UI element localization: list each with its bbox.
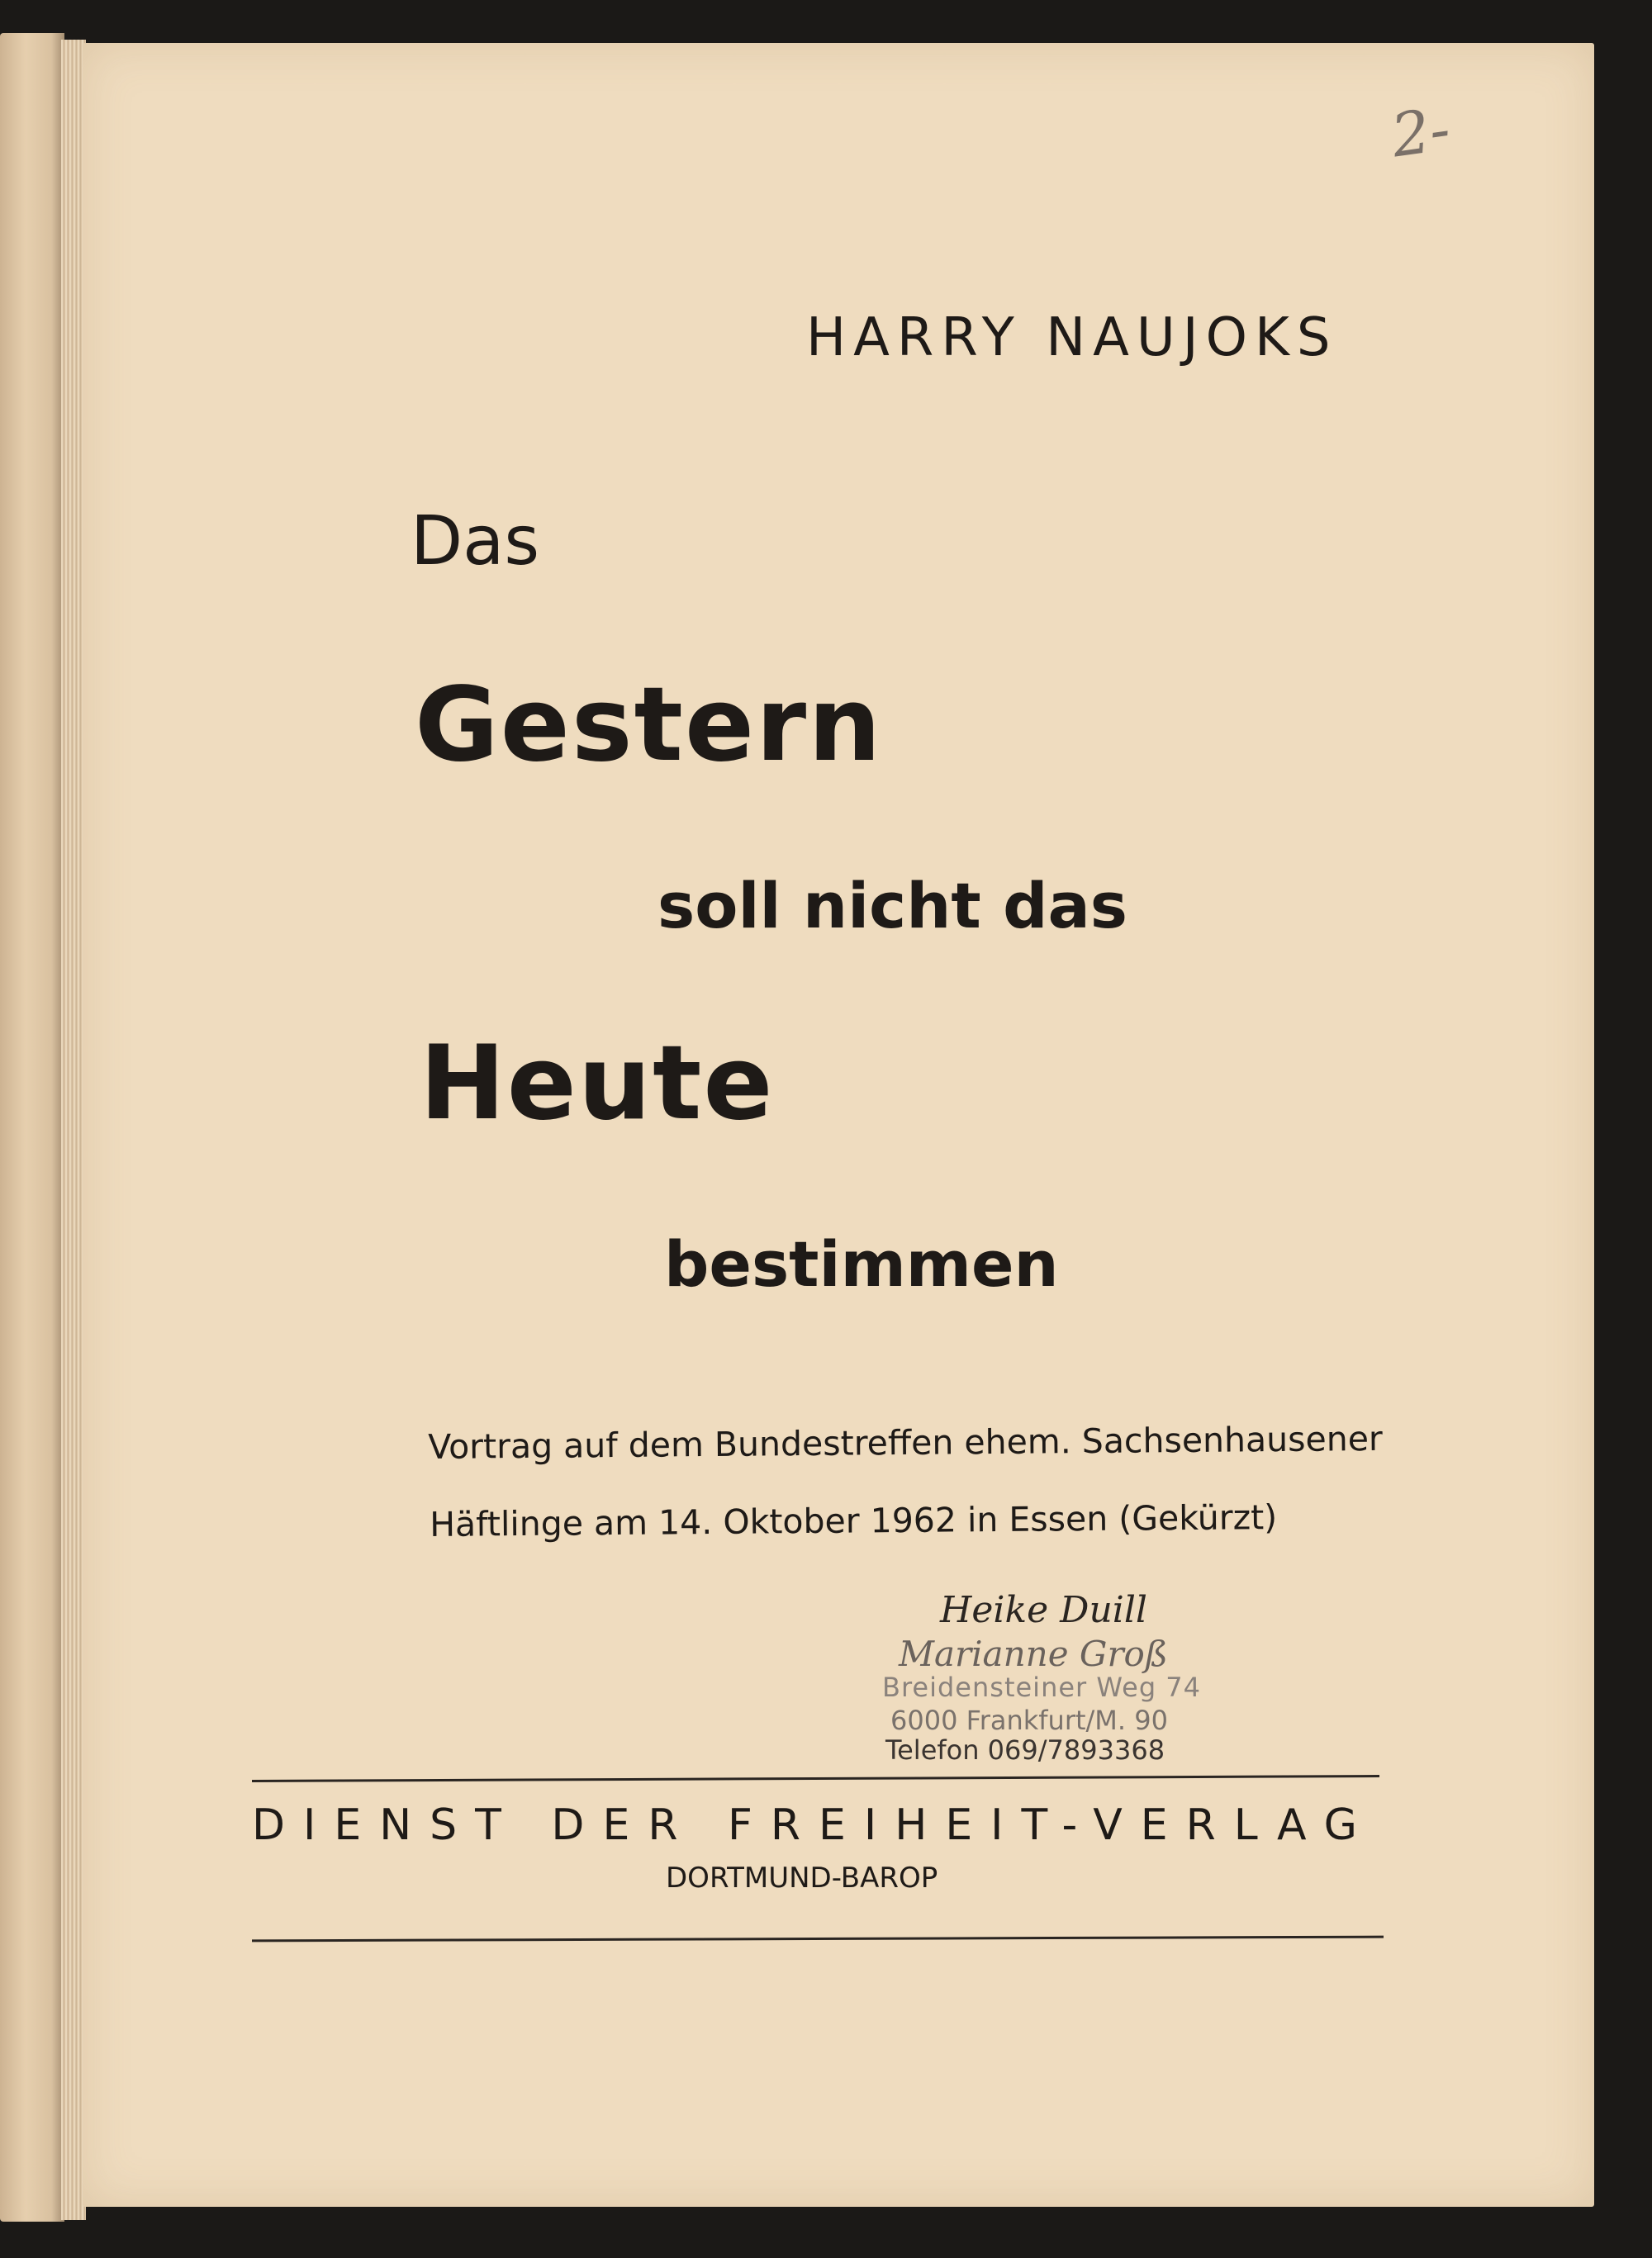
title-line-2: Gestern (415, 666, 883, 785)
title-line-3: soll nicht das (657, 869, 1128, 942)
left-page-edge (0, 33, 64, 2222)
title-line-4: Heute (420, 1024, 775, 1143)
owner-street-stamp: Breidensteiner Weg 74 (882, 1672, 1202, 1703)
title-line-1: Das (411, 502, 540, 581)
owner-city-stamp: 6000 Frankfurt/M. 90 (890, 1705, 1168, 1736)
title-line-5: bestimmen (664, 1227, 1059, 1301)
publisher-place: DORTMUND-BAROP (666, 1862, 938, 1895)
publisher-name: DIENST DER FREIHEIT-VERLAG (252, 1800, 1375, 1850)
pencil-page-mark: 2- (1387, 93, 1455, 171)
author-name: HARRY NAUJOKS (806, 307, 1338, 368)
subtitle-line-1: Vortrag auf dem Bundestreffen ehem. Sachsenhausener (428, 1418, 1383, 1467)
owner-name-stamp: Marianne Groß (899, 1634, 1168, 1674)
owner-name-handwritten: Heike Duill (940, 1589, 1148, 1631)
owner-phone-stamp: Telefon 069/7893368 (885, 1734, 1165, 1766)
subtitle-line-2: Häftlinge am 14. Oktober 1962 in Essen (Gekürzt) (430, 1497, 1278, 1544)
